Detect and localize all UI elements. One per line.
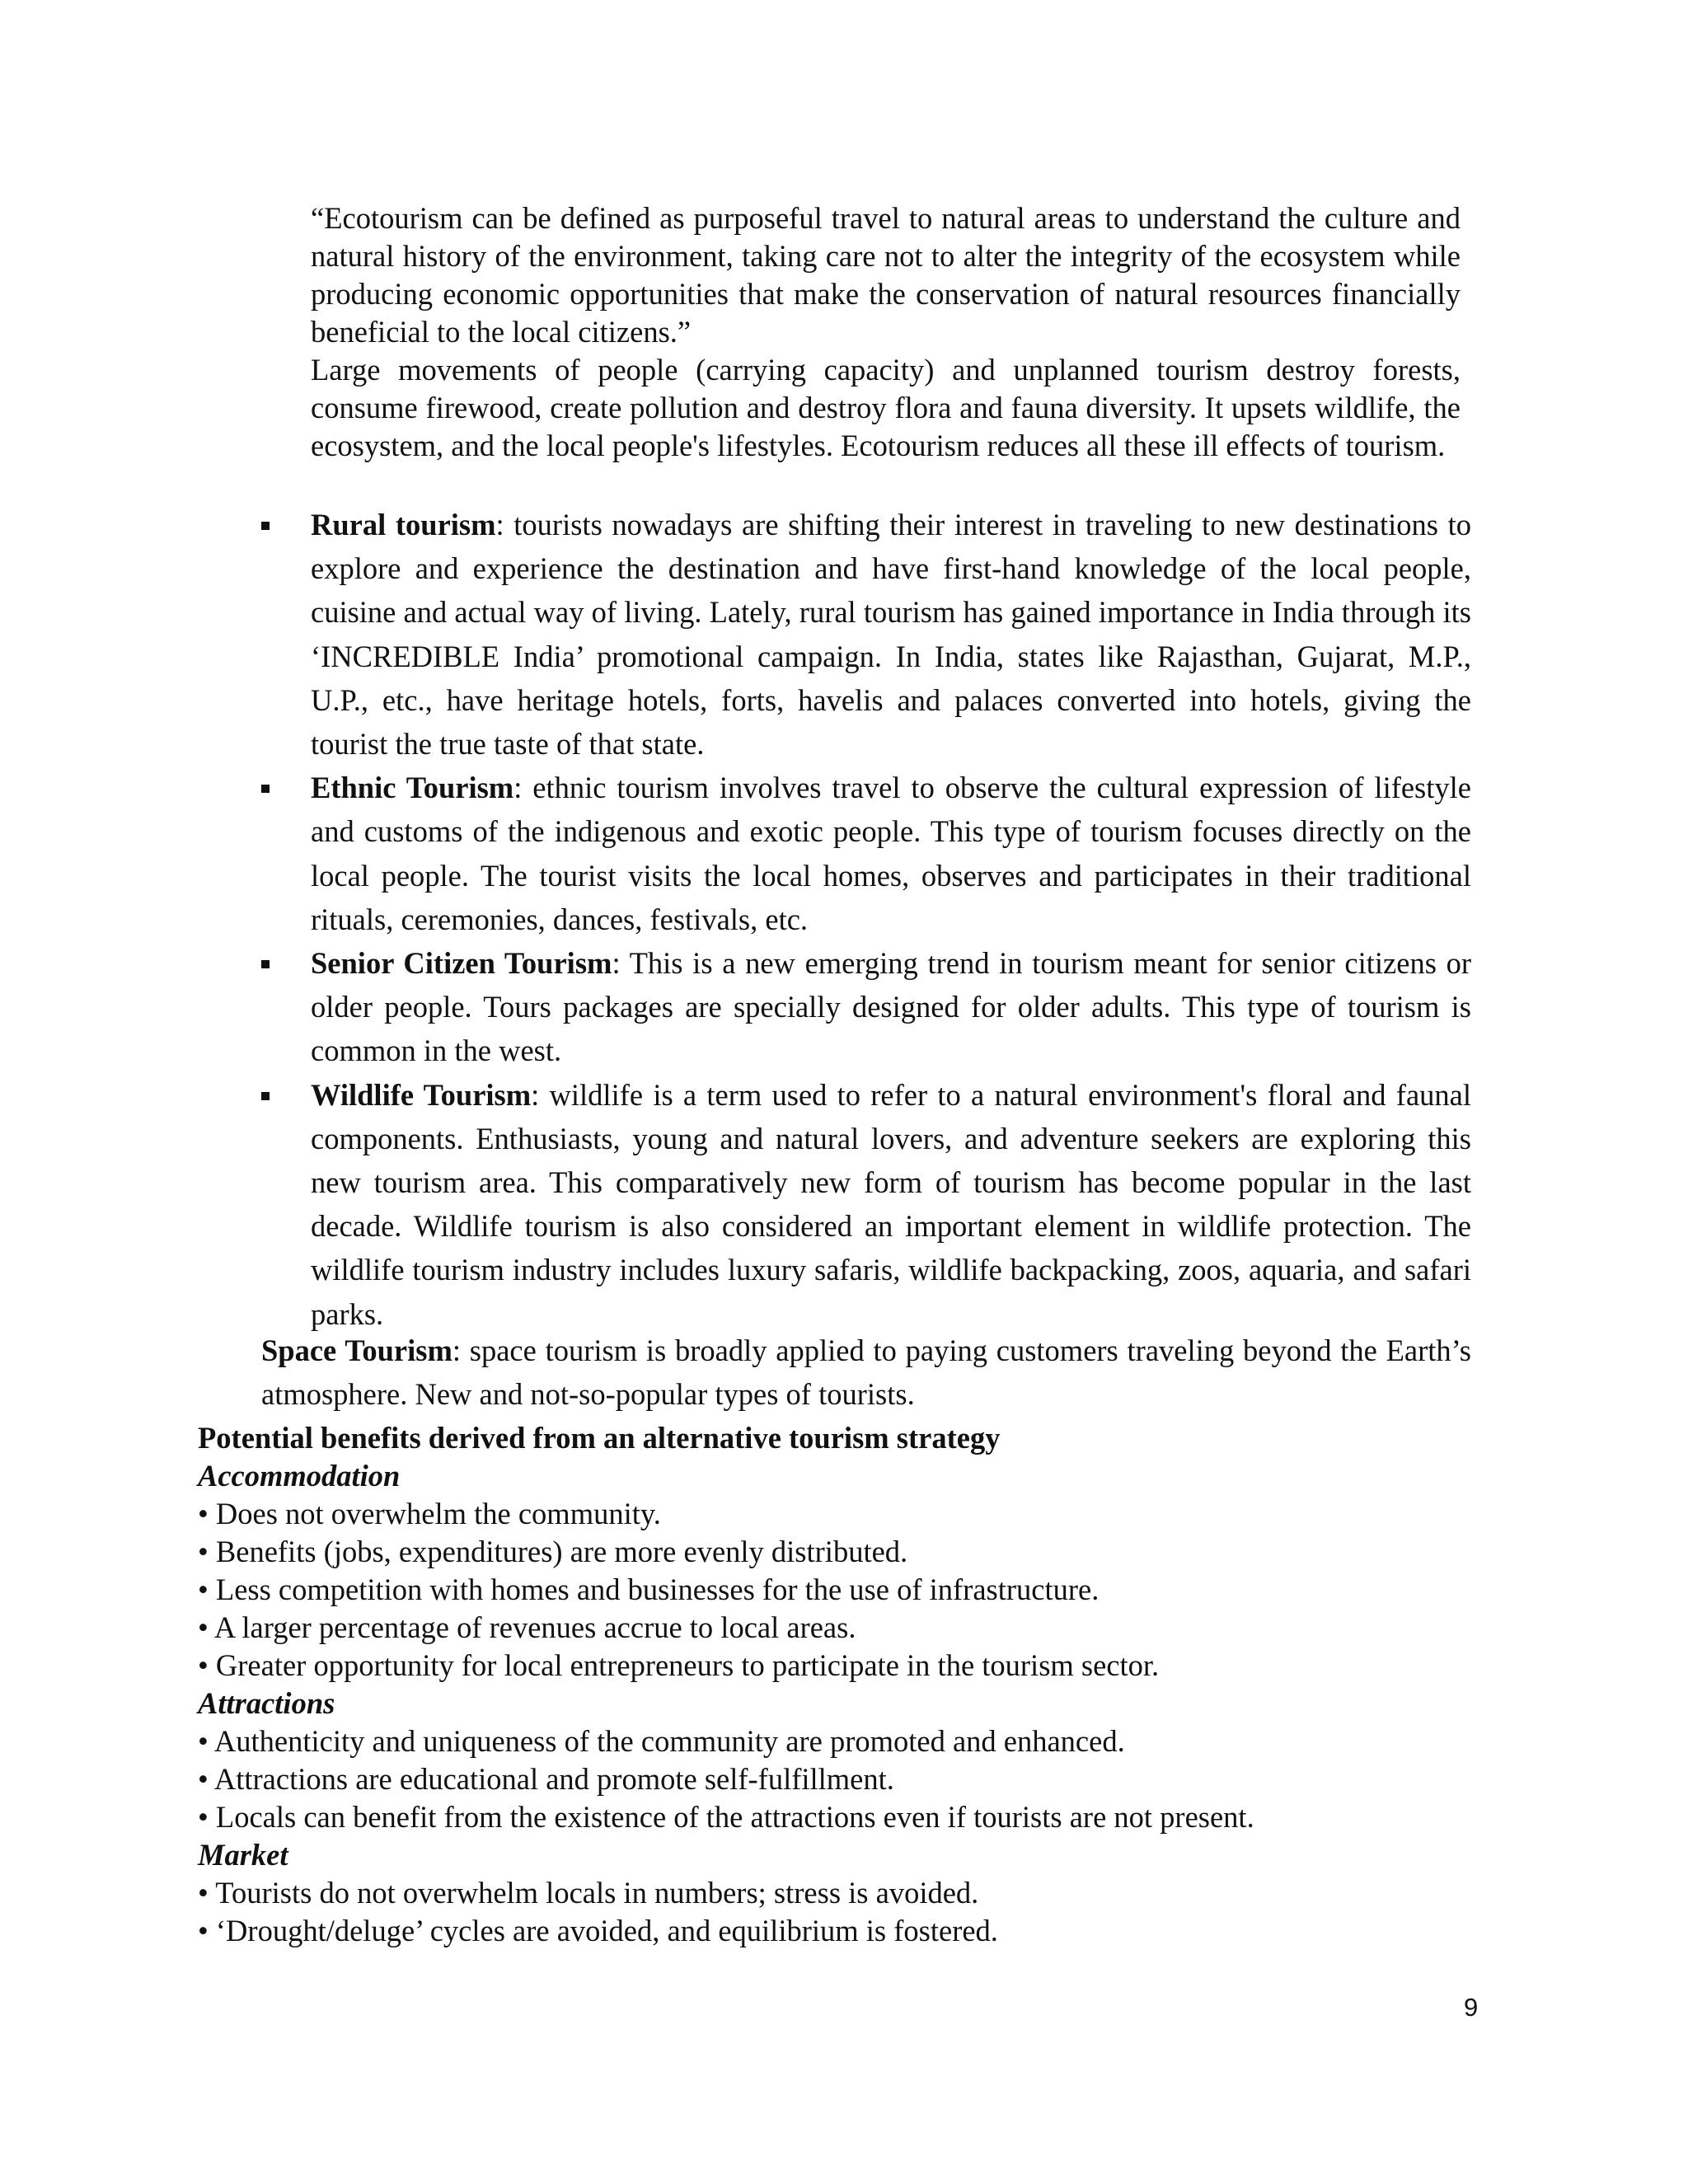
ecotourism-intro [311, 199, 1461, 465]
page-number: 9 [1464, 1993, 1479, 2022]
list-item: • Locals can benefit from the existence of the attractions even if tourists are not present. [198, 1800, 1254, 1834]
description: : space tourism is broadly applied to paying customers traveling beyond the Earth’s atmosphere. New and not-so-popular types of tourists. [261, 1333, 1471, 1411]
list-item: • Does not overwhelm the community. [198, 1497, 661, 1530]
space-tourism-paragraph [261, 1329, 1471, 1416]
list-item: • ‘Drought/deluge’ cycles are avoided, and equilibrium is fostered. [198, 1914, 998, 1947]
square-bullet-icon [261, 960, 270, 968]
list-item-senior-citizen-tourism [256, 941, 1471, 1073]
term: Space Tourism [261, 1333, 452, 1367]
subheading-market: Market [198, 1838, 288, 1872]
square-bullet-icon [261, 785, 270, 793]
benefits-section [198, 1419, 1517, 1950]
list-item: • Authenticity and uniqueness of the community are promoted and enhanced. [198, 1724, 1125, 1758]
term: Ethnic Tourism [311, 771, 514, 805]
description: : tourists nowadays are shifting their interest in traveling to new destinations to explore and experience the destination and have first-hand knowledge of the local people, cuisine and actual way of living. Lately, rural tourism has gained importance in India through its ‘INCREDIBLE India’ promotional campaign. In India, states like Rajasthan, Gujarat, M.P., U.P., etc., have heritage hotels, forts, havelis and palaces converted into hotels, giving the tourist the true taste of that state. [311, 508, 1471, 762]
tourism-types-list [256, 503, 1471, 1336]
subheading-accommodation: Accommodation [198, 1459, 401, 1493]
list-item-wildlife-tourism [256, 1073, 1471, 1336]
square-bullet-icon [261, 522, 270, 530]
ecotourism-paragraph: Large movements of people (carrying capacity) and unplanned tourism destroy forests, consume firewood, create pollution and destroy flora and fauna diversity. It upsets wildlife, the ecosystem, and the local people's lifestyles. Ecotourism reduces all these ill effects of tourism. [311, 353, 1461, 462]
term: Senior Citizen Tourism [311, 946, 612, 981]
description: : wildlife is a term used to refer to a natural environment's floral and faunal components. Enthusiasts, young and natural lovers, and adventure seekers are exploring this new tourism area. This comparatively new form of tourism has become popular in the last decade. Wildlife tourism is also considered an important element in wildlife protection. The wildlife tourism industry includes luxury safaris, wildlife backpacking, zoos, aquaria, and safari parks. [311, 1077, 1472, 1331]
term: Rural tourism [311, 508, 496, 541]
description: : ethnic tourism involves travel to observe the cultural expression of lifestyle and customs of the indigenous and exotic people. This type of tourism focuses directly on the local people. The tourist visits the local homes, observes and participates in their traditional rituals, ceremonies, dances, festivals, etc. [311, 771, 1471, 936]
section-heading: Potential benefits derived from an alternative tourism strategy [198, 1421, 1001, 1455]
list-item: • Greater opportunity for local entrepreneurs to participate in the tourism sector. [198, 1648, 1160, 1682]
list-item: • Tourists do not overwhelm locals in numbers; stress is avoided. [198, 1876, 979, 1910]
list-item-rural-tourism [256, 503, 1471, 766]
square-bullet-icon [261, 1092, 270, 1100]
description: : This is a new emerging trend in tourism meant for senior citizens or older people. Tours packages are specially designed for older adults. This type of tourism is common in the west. [311, 946, 1471, 1068]
list-item: • Attractions are educational and promote self-fulfillment. [198, 1762, 894, 1796]
list-item-ethnic-tourism [256, 766, 1471, 941]
list-item: • Benefits (jobs, expenditures) are more evenly distributed. [198, 1535, 908, 1568]
term: Wildlife Tourism [311, 1077, 532, 1112]
list-item: • A larger percentage of revenues accrue to local areas. [198, 1610, 856, 1644]
list-item: • Less competition with homes and businesses for the use of infrastructure. [198, 1572, 1100, 1606]
ecotourism-definition-quote: “Ecotourism can be defined as purposeful travel to natural areas to understand the culture and natural history of the environment, taking care not to alter the integrity of the ecosystem while producing economic opportunities that make the conservation of natural resources financially beneficial to the local citizens.” [311, 201, 1461, 349]
subheading-attractions: Attractions [198, 1686, 335, 1720]
